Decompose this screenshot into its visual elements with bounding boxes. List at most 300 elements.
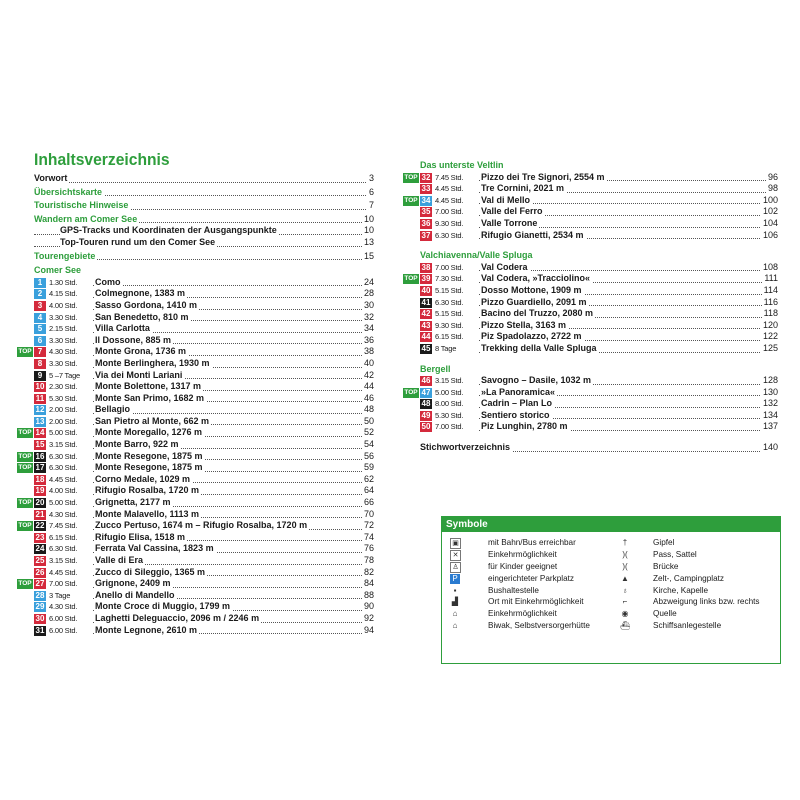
tour-name: Monte Malavello, 1113 m — [95, 508, 200, 519]
tour-duration: 3.30 Std. — [49, 312, 93, 324]
tour-duration: 7.00 Std. — [435, 206, 479, 218]
symbols-legend — [441, 516, 781, 664]
tour-number-badge: 35 — [421, 207, 431, 217]
symbol-label: Pass, Sattel — [653, 549, 697, 559]
family-icon: ♙ — [450, 562, 461, 573]
tour-number-badge: 34 — [421, 195, 431, 205]
tour-duration: 5.00 Std. — [49, 427, 93, 439]
tour-page: 70 — [363, 508, 374, 519]
tour-entry[interactable] — [420, 308, 778, 320]
tour-number-badge: 2 — [34, 289, 46, 299]
toc-entry-label: Übersichtskarte — [34, 186, 103, 197]
toc-entry-label: Wandern am Comer See — [34, 213, 138, 224]
tour-page: 40 — [363, 357, 374, 368]
tour-duration: 7.00 Std. — [435, 421, 479, 433]
tour-number-badge: 9 — [34, 371, 46, 381]
toc-entry[interactable] — [34, 173, 374, 185]
tour-page: 48 — [363, 404, 374, 415]
tour-number-badge: 16 — [35, 451, 45, 461]
toc-entry-page: 140 — [762, 442, 778, 453]
tour-duration: 7.45 Std. — [435, 172, 479, 184]
toc-section-heading — [420, 364, 778, 376]
symbol-entry — [620, 608, 778, 620]
tour-number-badge: 27 — [35, 579, 45, 589]
tour-page: 118 — [763, 308, 778, 319]
toc-section-heading — [34, 265, 374, 277]
tour-entry[interactable] — [420, 343, 778, 355]
tour-page: 42 — [363, 369, 374, 380]
tour-page: 88 — [363, 589, 374, 600]
tour-page: 132 — [762, 398, 778, 409]
tour-name: San Benedetto, 810 m — [95, 311, 189, 322]
toc-entry[interactable] — [420, 442, 778, 454]
tour-entry[interactable] — [34, 416, 374, 428]
tour-name: Monte Legnone, 2610 m — [95, 624, 198, 635]
tour-entry[interactable] — [420, 297, 778, 309]
tour-number-badge: 20 — [35, 498, 45, 508]
tour-name: Sasso Gordona, 1410 m — [95, 299, 198, 310]
tour-duration: 9.30 Std. — [435, 218, 479, 230]
tour-number-badge: 39 — [421, 274, 431, 284]
tour-entry[interactable] — [34, 300, 374, 312]
tour-entry[interactable] — [420, 218, 778, 230]
tour-number-badge: 48 — [421, 399, 431, 409]
top-tour-badge: TOP — [18, 580, 32, 588]
tour-duration: 4.15 Std. — [49, 288, 93, 300]
top-tour-badge: TOP — [404, 388, 418, 396]
tour-name: Villa Carlotta — [95, 323, 150, 334]
tour-page: 134 — [762, 409, 778, 420]
tour-page: 98 — [767, 183, 778, 194]
tour-page: 36 — [363, 334, 374, 345]
toc-entry-label: GPS-Tracks und Koordinaten der Ausgangspunkte — [60, 225, 277, 236]
tour-number-badge: 21 — [35, 509, 45, 519]
tour-entry[interactable] — [420, 320, 778, 332]
tour-entry[interactable] — [404, 386, 778, 399]
toc-section-title: Comer See — [34, 265, 82, 276]
symbol-label: Zelt-, Campingplatz — [653, 573, 724, 583]
top-tour-badge: TOP — [18, 499, 32, 507]
toc-entry-page: 3 — [368, 173, 374, 183]
top-tour-badge: TOP — [18, 348, 32, 356]
tour-page: 74 — [363, 531, 374, 542]
tour-duration: 5.00 Std. — [435, 387, 479, 399]
tour-page: 38 — [363, 346, 374, 357]
tour-page: 90 — [363, 601, 374, 612]
tour-number-badge: 49 — [421, 410, 431, 420]
toc-entry-page: 15 — [363, 250, 374, 261]
tour-number-badge: 31 — [35, 625, 45, 635]
tour-number-badge: 1 — [34, 278, 46, 288]
tour-duration: 7.45 Std. — [49, 520, 93, 532]
tour-entry[interactable] — [34, 567, 374, 579]
tour-duration: 6.30 Std. — [435, 230, 479, 242]
tour-page: 114 — [763, 284, 778, 295]
tour-name: Pizzo Guardiello, 2091 m — [481, 296, 587, 307]
tour-name: Monte Bolettone, 1317 m — [95, 381, 202, 392]
symbol-entry — [450, 608, 610, 620]
tour-entry[interactable] — [420, 421, 778, 433]
symbol-label: Quelle — [653, 609, 677, 619]
tour-duration: 4.45 Std. — [49, 474, 93, 486]
tour-name: Monte Berlinghera, 1930 m — [95, 357, 210, 368]
toc-entry-page: 7 — [368, 200, 374, 211]
tour-name: »La Panoramica« — [481, 386, 556, 397]
tour-duration: 6.15 Std. — [49, 532, 93, 544]
tour-name: Cadrin – Plan Lo — [481, 398, 553, 409]
tour-name: Via dei Monti Lariani — [95, 369, 183, 380]
tour-entry[interactable] — [420, 398, 778, 410]
tour-duration: 5.30 Std. — [49, 393, 93, 405]
cutlery-icon: ✕ — [450, 550, 461, 561]
symbol-entry — [620, 561, 778, 573]
symbol-entry — [620, 585, 778, 597]
tour-duration: 4.30 Std. — [49, 509, 93, 521]
tour-page: 108 — [762, 261, 778, 272]
tour-duration: 5.00 Std. — [49, 497, 93, 509]
tour-page: 59 — [363, 462, 374, 473]
tour-entry[interactable] — [34, 613, 374, 625]
tour-entry[interactable] — [34, 277, 374, 289]
tour-name: Val Codera, »Tracciolino« — [481, 273, 591, 284]
tour-entry[interactable] — [34, 485, 374, 497]
symbols-left-list — [450, 537, 610, 632]
tour-number-badge: 4 — [34, 313, 46, 323]
tour-page: 122 — [762, 331, 778, 342]
tour-number-badge: 22 — [35, 521, 45, 531]
tour-duration: 6.30 Std. — [435, 297, 479, 309]
tour-duration: 2.30 Std. — [49, 381, 93, 393]
tour-number-badge: 19 — [35, 486, 45, 496]
tour-duration: 3.15 Std. — [49, 555, 93, 567]
tour-duration: 3.30 Std. — [49, 335, 93, 347]
tour-number-badge: 24 — [35, 544, 45, 554]
tour-entry[interactable] — [420, 331, 778, 343]
tour-name: Trekking della Valle Spluga — [481, 342, 597, 353]
tour-duration: 3.15 Std. — [435, 375, 479, 387]
tour-page: 130 — [762, 386, 778, 397]
tour-duration: 7.30 Std. — [435, 273, 479, 285]
tour-name: San Pietro al Monte, 662 m — [95, 415, 210, 426]
tour-number-badge: 26 — [35, 567, 45, 577]
symbol-entry — [450, 573, 610, 585]
top-tour-badge: TOP — [404, 196, 418, 204]
tour-number-badge: 13 — [35, 416, 45, 426]
tour-entry[interactable] — [34, 288, 374, 300]
ship-icon: ⛴ — [620, 621, 631, 631]
symbol-label: Einkehrmöglichkeit — [488, 549, 557, 559]
tour-page: 50 — [363, 415, 374, 426]
tour-entry[interactable] — [34, 474, 374, 486]
tour-duration: 5.15 Std. — [435, 285, 479, 297]
tour-duration: 2.00 Std. — [49, 404, 93, 416]
tour-duration: 3.15 Std. — [49, 439, 93, 451]
tour-entry[interactable] — [420, 285, 778, 297]
tour-entry[interactable] — [34, 625, 374, 637]
tour-page: 54 — [363, 439, 374, 450]
tour-duration: 4.30 Std. — [49, 601, 93, 613]
symbol-entry — [620, 549, 778, 561]
tour-page: 34 — [363, 323, 374, 334]
tour-page: 125 — [762, 342, 778, 353]
symbol-label: Ort mit Einkehrmöglichkeit — [488, 597, 584, 607]
toc-section-title: Bergell — [420, 363, 451, 374]
tour-name: Piz Lunghin, 2780 m — [481, 421, 568, 432]
symbol-label: Biwak, Selbstversorgerhütte — [488, 621, 590, 631]
toc-entry[interactable] — [34, 225, 374, 237]
leader-dots — [34, 182, 374, 183]
tour-number-badge: 7 — [34, 347, 46, 357]
tour-entry[interactable] — [34, 439, 374, 451]
top-tour-badge: TOP — [18, 452, 32, 460]
toc-section-heading — [420, 160, 778, 172]
bus-train-icon: ▣ — [450, 538, 461, 549]
toc-entry-label: Top-Touren rund um den Comer See — [60, 236, 216, 247]
tour-entry[interactable] — [18, 427, 374, 439]
tour-duration: 6.00 Std. — [49, 613, 93, 625]
tour-page: 66 — [363, 497, 374, 508]
tour-number-badge: 11 — [35, 393, 45, 403]
tour-name: Monte San Primo, 1682 m — [95, 392, 205, 403]
tour-page: 52 — [363, 427, 374, 438]
tour-entry[interactable] — [34, 532, 374, 544]
tour-duration: 4.00 Std. — [49, 300, 93, 312]
tour-entry[interactable] — [34, 601, 374, 613]
tour-entry[interactable] — [34, 404, 374, 416]
toc-entry-label: Vorwort — [34, 173, 68, 183]
tour-number-badge: 43 — [421, 320, 431, 330]
toc-entry[interactable] — [34, 251, 374, 263]
tour-number-badge: 33 — [421, 184, 431, 194]
toc-entry-page: 10 — [363, 225, 374, 236]
tour-page: 116 — [763, 296, 778, 307]
bivouac-icon: ⌂ — [452, 621, 458, 631]
tour-number-badge: 32 — [421, 172, 431, 182]
tour-entry[interactable] — [34, 509, 374, 521]
tour-entry[interactable] — [18, 450, 374, 463]
tour-name: Bacino del Truzzo, 2080 m — [481, 308, 594, 319]
tour-name: Dosso Mottone, 1909 m — [481, 284, 582, 295]
symbol-entry — [620, 596, 778, 608]
symbol-entry — [450, 620, 610, 632]
tour-number-badge: 14 — [35, 428, 45, 438]
tour-name: Como — [95, 276, 121, 287]
tour-entry[interactable] — [34, 381, 374, 393]
tour-duration: 7.00 Std. — [49, 578, 93, 590]
tour-name: Corno Medale, 1029 m — [95, 473, 191, 484]
tour-duration: 4.00 Std. — [49, 485, 93, 497]
tour-duration: 4.45 Std. — [435, 195, 479, 207]
tour-number-badge: 42 — [421, 309, 431, 319]
top-tour-badge: TOP — [404, 173, 418, 181]
tour-page: 111 — [764, 273, 778, 284]
tour-number-badge: 36 — [421, 218, 431, 228]
tour-number-badge: 44 — [421, 332, 431, 342]
tour-name: Rifugio Rosalba, 1720 m — [95, 485, 200, 496]
tour-number-badge: 30 — [35, 613, 45, 623]
symbol-entry — [620, 573, 778, 585]
tour-name: Rifugio Elisa, 1518 m — [95, 531, 186, 542]
tour-name: Bellagio — [95, 404, 131, 415]
tour-name: Colmegnone, 1383 m — [95, 288, 186, 299]
tour-name: Val di Mello — [481, 194, 531, 205]
tour-duration: 4.30 Std. — [49, 346, 93, 358]
tour-name: Valle Torrone — [481, 217, 538, 228]
symbol-entry — [450, 549, 610, 561]
tour-page: 24 — [363, 276, 374, 287]
toc-right-column — [404, 160, 778, 454]
tour-duration: 6.30 Std. — [49, 451, 93, 463]
tour-name: Sentiero storico — [481, 409, 550, 420]
tour-page: 104 — [762, 217, 778, 228]
tour-entry[interactable] — [420, 375, 778, 387]
symbols-legend-title: Symbole — [442, 517, 780, 532]
tour-name: Piz Spadolazzo, 2722 m — [481, 331, 582, 342]
tour-number-badge: 37 — [421, 230, 431, 240]
tour-number-badge: 23 — [35, 532, 45, 542]
tour-number-badge: 28 — [35, 590, 45, 600]
tour-duration: 1.30 Std. — [49, 277, 93, 289]
tour-entry[interactable] — [34, 370, 374, 382]
tour-name: Monte Grona, 1736 m — [95, 346, 187, 357]
tour-page: 72 — [363, 520, 374, 531]
tour-page: 128 — [762, 375, 778, 386]
tour-page: 78 — [363, 555, 374, 565]
tour-number-badge: 25 — [35, 556, 45, 565]
top-tour-badge: TOP — [404, 275, 418, 283]
tour-entry[interactable] — [420, 230, 778, 242]
symbol-label: eingerichteter Parkplatz — [488, 573, 575, 583]
tour-duration: 6.30 Std. — [49, 462, 93, 474]
tour-page: 120 — [762, 319, 778, 330]
tour-name: Grignone, 2409 m — [95, 578, 171, 589]
toc-entry-label: Tourengebiete — [34, 250, 96, 261]
top-tour-badge: TOP — [18, 464, 32, 472]
tour-page: 92 — [363, 612, 374, 623]
tour-entry[interactable] — [18, 462, 374, 474]
tour-page: 106 — [762, 229, 778, 240]
tour-name: Monte Croce di Muggio, 1799 m — [95, 601, 231, 612]
tour-entry[interactable] — [404, 273, 778, 285]
tour-entry[interactable] — [34, 335, 374, 347]
symbols-right-list — [620, 537, 778, 632]
tour-duration: 3.30 Std. — [49, 358, 93, 370]
symbol-label: Bushaltestelle — [488, 585, 539, 595]
tour-name: Il Dossone, 885 m — [95, 334, 172, 345]
spring-icon: ◉ — [621, 609, 629, 619]
tour-name: Monte Resegone, 1875 m — [95, 462, 203, 473]
tour-name: Tre Cornini, 2021 m — [481, 183, 565, 194]
toc-entry-label: Touristische Hinweise — [34, 200, 129, 211]
symbol-label: Einkehrmöglichkeit — [488, 609, 557, 619]
tour-number-badge: 47 — [421, 387, 431, 397]
top-tour-badge: TOP — [18, 429, 32, 437]
toc-entry[interactable] — [34, 237, 374, 249]
tour-entry[interactable] — [34, 358, 374, 370]
symbol-label: Kirche, Kapelle — [653, 585, 709, 595]
tour-number-badge: 46 — [421, 376, 431, 386]
symbol-label: mit Bahn/Bus erreichbar — [488, 538, 576, 547]
toc-entry[interactable] — [34, 187, 374, 199]
hut-icon: ⌂ — [452, 609, 458, 619]
page-title: Inhaltsverzeichnis — [34, 150, 170, 169]
tour-duration: 2.15 Std. — [49, 323, 93, 335]
tour-page: 56 — [363, 450, 374, 461]
tour-duration: 5 –7 Tage — [49, 370, 93, 382]
summit-cross-icon: † — [622, 538, 628, 547]
tour-entry[interactable] — [34, 555, 374, 567]
village-icon: ▟ — [451, 597, 459, 607]
tour-duration: 6.00 Std. — [49, 625, 93, 637]
toc-entry-page: 10 — [363, 213, 374, 224]
symbol-entry — [450, 561, 610, 573]
pass-icon: )( — [622, 549, 628, 559]
tour-entry[interactable] — [34, 590, 374, 602]
toc-entry-page: 13 — [363, 236, 374, 247]
toc-section-heading — [420, 250, 778, 262]
tour-duration: 7.00 Std. — [435, 262, 479, 274]
tour-duration: 4.45 Std. — [49, 567, 93, 579]
tour-name: Laghetti Deleguaccio, 2096 m / 2246 m — [95, 612, 260, 623]
tour-entry[interactable] — [18, 520, 374, 532]
tour-entry[interactable] — [404, 194, 778, 207]
tour-duration: 4.45 Std. — [435, 183, 479, 195]
toc-entry-page: 6 — [368, 186, 374, 197]
tour-entry[interactable] — [420, 206, 778, 218]
tour-page: 28 — [363, 288, 374, 299]
tour-entry[interactable] — [34, 323, 374, 335]
tour-entry[interactable] — [34, 312, 374, 324]
tour-entry[interactable] — [18, 346, 374, 358]
tour-name: Val Codera — [481, 261, 528, 272]
tour-name: Valle di Era — [95, 555, 144, 565]
tour-page: 94 — [363, 624, 374, 635]
tour-entry[interactable] — [18, 578, 374, 590]
tour-name: Rifugio Gianetti, 2534 m — [481, 229, 584, 240]
tour-entry[interactable] — [404, 171, 778, 184]
tour-entry[interactable] — [34, 393, 374, 405]
symbol-entry — [450, 537, 610, 549]
tour-number-badge: 17 — [35, 463, 45, 473]
symbol-label: Schiffsanlegestelle — [653, 621, 722, 631]
tour-entry[interactable] — [34, 543, 374, 555]
tour-page: 96 — [767, 171, 778, 182]
tour-number-badge: 3 — [34, 301, 46, 311]
tour-name: Pizzo dei Tre Signori, 2554 m — [481, 171, 605, 182]
tour-number-badge: 40 — [421, 285, 431, 295]
tour-entry[interactable] — [420, 410, 778, 422]
tour-duration: 9.30 Std. — [435, 320, 479, 332]
tour-name: Anello di Mandello — [95, 589, 175, 600]
tour-entry[interactable] — [420, 183, 778, 195]
tour-name: Savogno – Dasile, 1032 m — [481, 375, 592, 386]
tour-name: Ferrata Val Cassina, 1823 m — [95, 543, 214, 554]
tour-page: 137 — [762, 421, 778, 432]
tour-number-badge: 45 — [421, 343, 431, 353]
tour-number-badge: 12 — [35, 405, 45, 415]
tour-number-badge: 50 — [421, 422, 431, 432]
tour-page: 62 — [363, 473, 374, 484]
toc-entry[interactable] — [34, 200, 374, 212]
tour-entry[interactable] — [420, 262, 778, 274]
tour-name: Pizzo Stella, 3163 m — [481, 319, 567, 330]
tour-duration: 2.00 Std. — [49, 416, 93, 428]
symbol-entry — [620, 620, 778, 632]
tour-entry[interactable] — [18, 497, 374, 509]
tour-name: Monte Barro, 922 m — [95, 439, 179, 450]
tour-number-badge: 29 — [35, 602, 45, 612]
toc-entry[interactable] — [34, 214, 374, 226]
